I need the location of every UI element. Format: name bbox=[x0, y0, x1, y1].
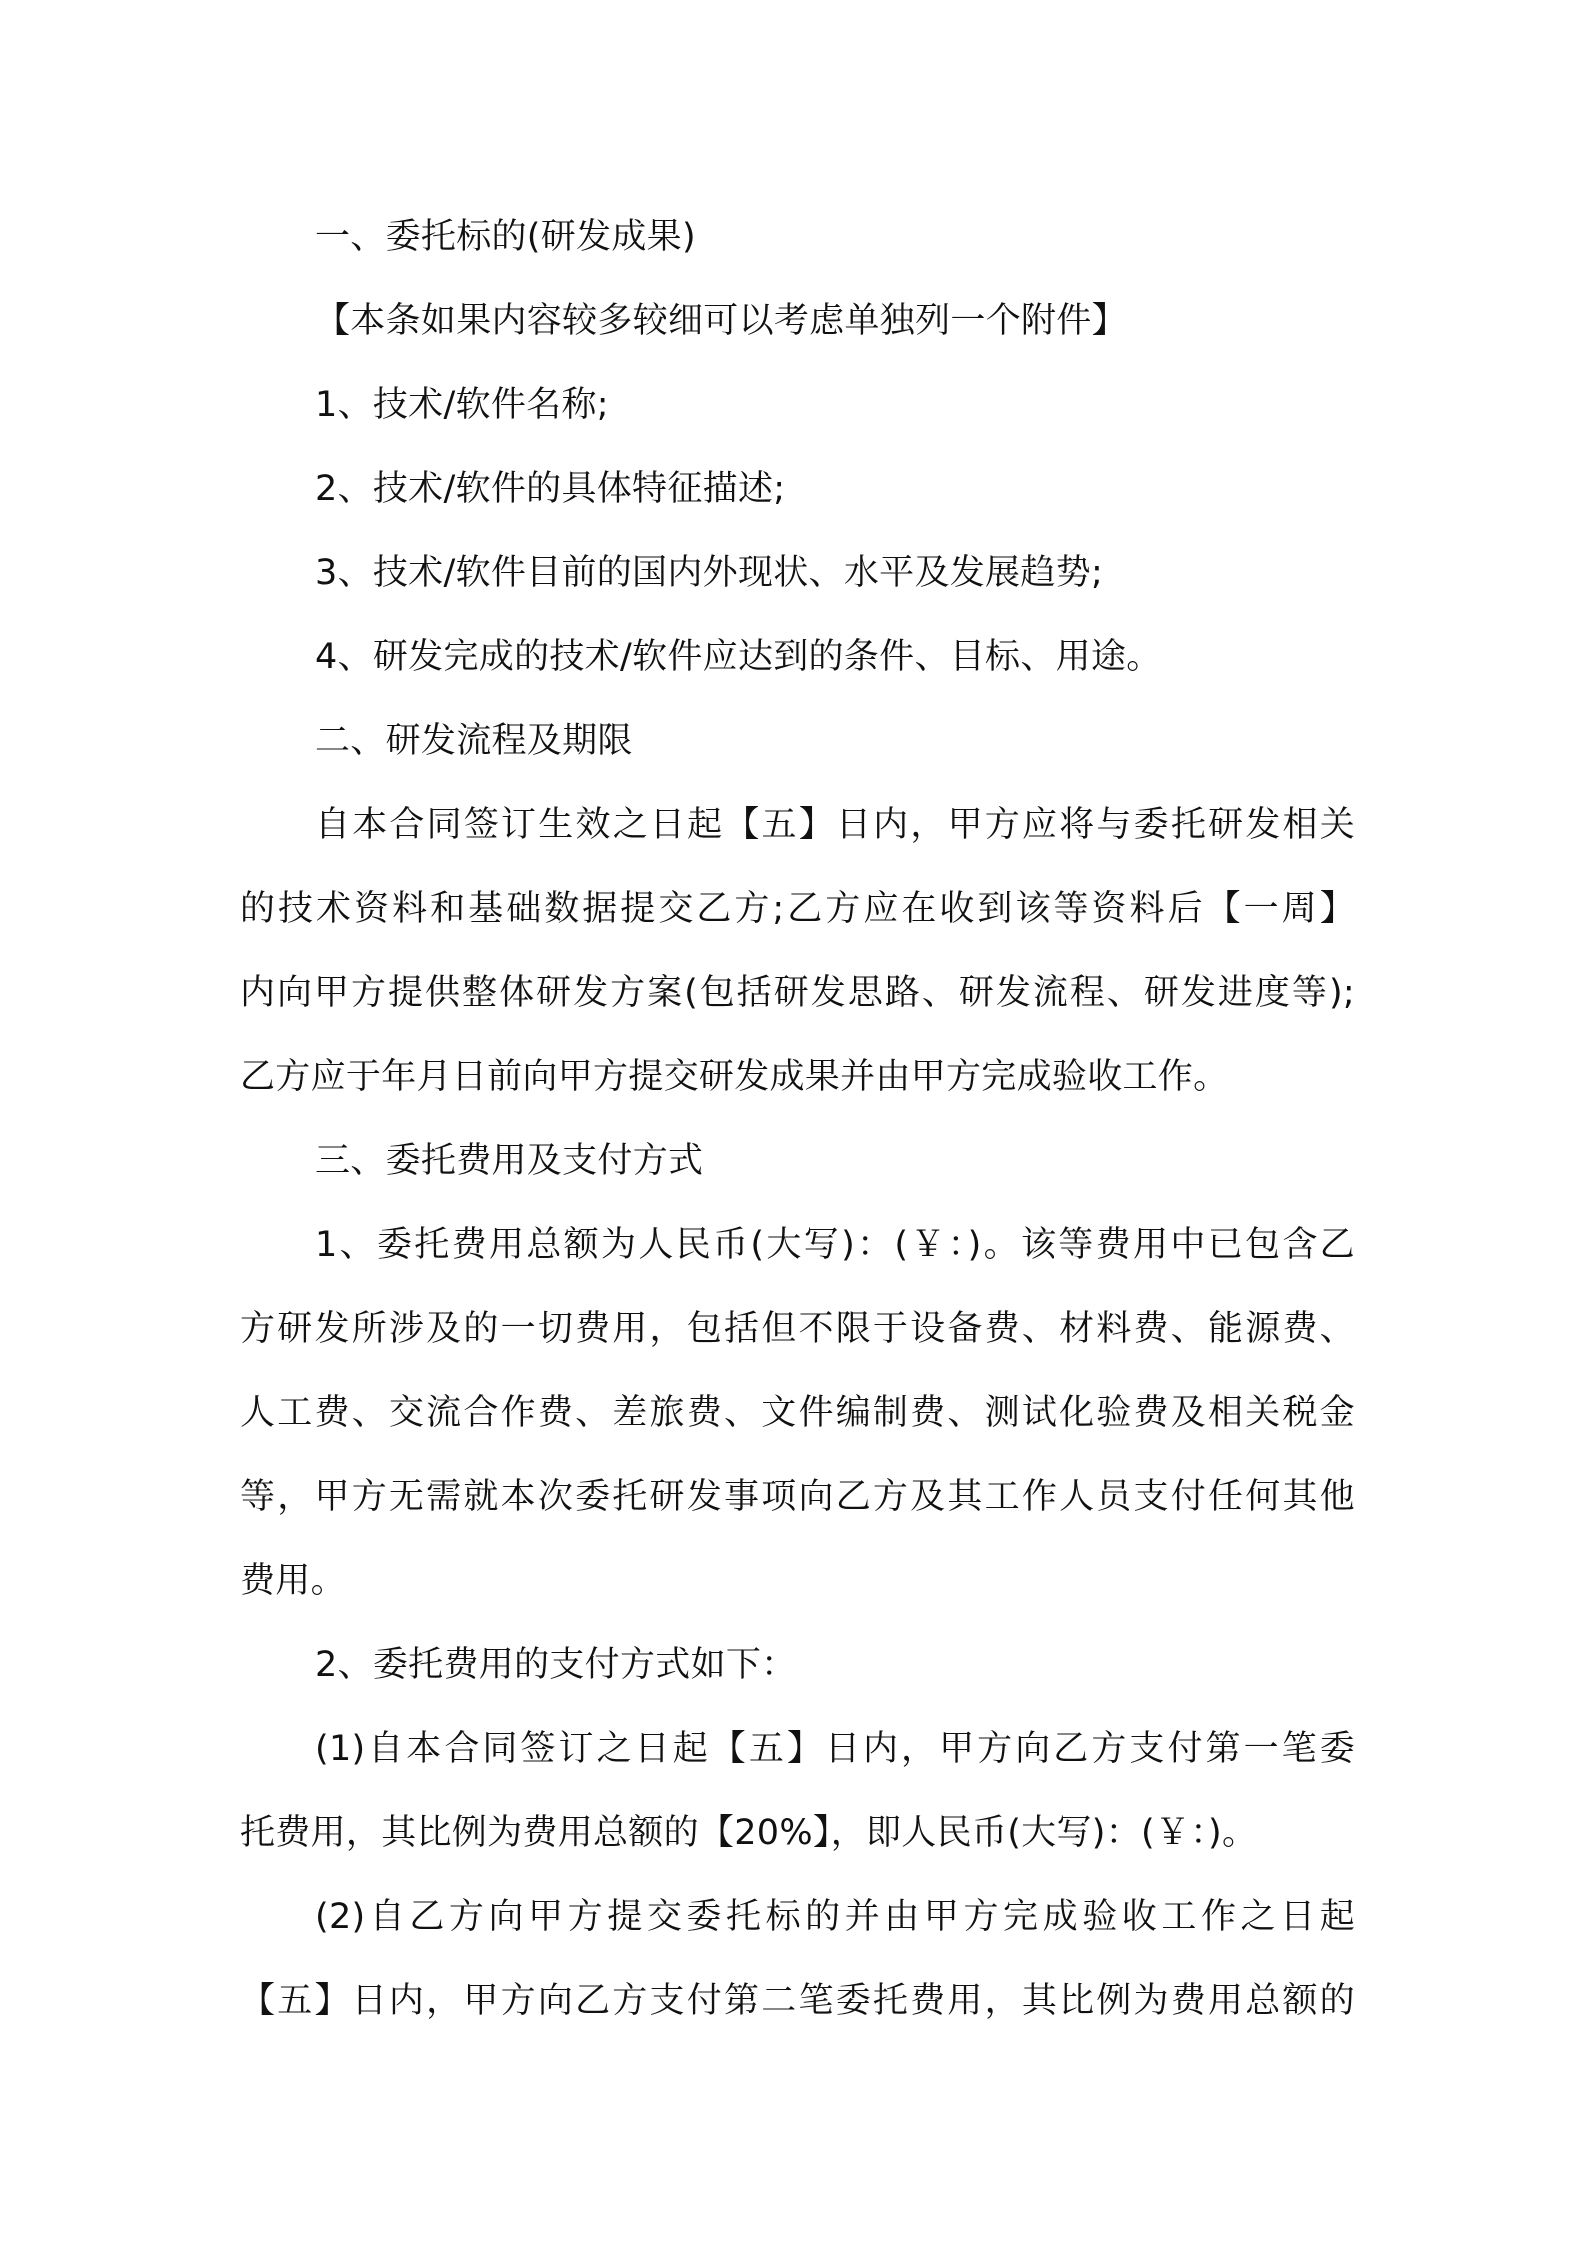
list-item: 4、研发完成的技术/软件应达到的条件、目标、用途。 bbox=[315, 637, 1162, 677]
section-heading-3: 三、委托费用及支付方式 bbox=[315, 1141, 704, 1181]
paragraph-line: 2、委托费用的支付方式如下： bbox=[315, 1645, 797, 1685]
paragraph-line: (2)自乙方向甲方提交委托标的并由甲方完成验收工作之日起 bbox=[315, 1897, 1355, 1937]
list-item: 3、技术/软件目前的国内外现状、水平及发展趋势; bbox=[315, 553, 1104, 593]
note-line: 【本条如果内容较多较细可以考虑单独列一个附件】 bbox=[315, 301, 1127, 341]
paragraph-line: 人工费、交流合作费、差旅费、文件编制费、测试化验费及相关税金 bbox=[240, 1393, 1355, 1433]
paragraph-line: 托费用，其比例为费用总额的【20%】，即人民币(大写)：(￥：)。 bbox=[240, 1813, 1258, 1853]
paragraph-line: 内向甲方提供整体研发方案(包括研发思路、研发流程、研发进度等); bbox=[240, 973, 1355, 1013]
paragraph-line: 方研发所涉及的一切费用，包括但不限于设备费、材料费、能源费、 bbox=[240, 1309, 1355, 1349]
paragraph-line: 乙方应于年月日前向甲方提交研发成果并由甲方完成验收工作。 bbox=[240, 1057, 1229, 1097]
paragraph-line: 费用。 bbox=[240, 1561, 346, 1601]
paragraph-line: 1、委托费用总额为人民币(大写)：(￥：)。该等费用中已包含乙 bbox=[315, 1225, 1355, 1265]
section-heading-2: 二、研发流程及期限 bbox=[315, 721, 633, 761]
list-item: 2、技术/软件的具体特征描述; bbox=[315, 469, 786, 509]
paragraph-line: (1)自本合同签订之日起【五】日内，甲方向乙方支付第一笔委 bbox=[315, 1729, 1355, 1769]
list-item: 1、技术/软件名称; bbox=[315, 385, 609, 425]
paragraph-line: 【五】日内，甲方向乙方支付第二笔委托费用，其比例为费用总额的 bbox=[240, 1981, 1355, 2021]
paragraph-line: 的技术资料和基础数据提交乙方;乙方应在收到该等资料后【一周】 bbox=[240, 889, 1355, 929]
paragraph-line: 自本合同签订生效之日起【五】日内，甲方应将与委托研发相关 bbox=[315, 805, 1355, 845]
paragraph-line: 等，甲方无需就本次委托研发事项向乙方及其工作人员支付任何其他 bbox=[240, 1477, 1355, 1517]
section-heading-1: 一、委托标的(研发成果) bbox=[315, 217, 696, 257]
document-body bbox=[240, 195, 1355, 2043]
